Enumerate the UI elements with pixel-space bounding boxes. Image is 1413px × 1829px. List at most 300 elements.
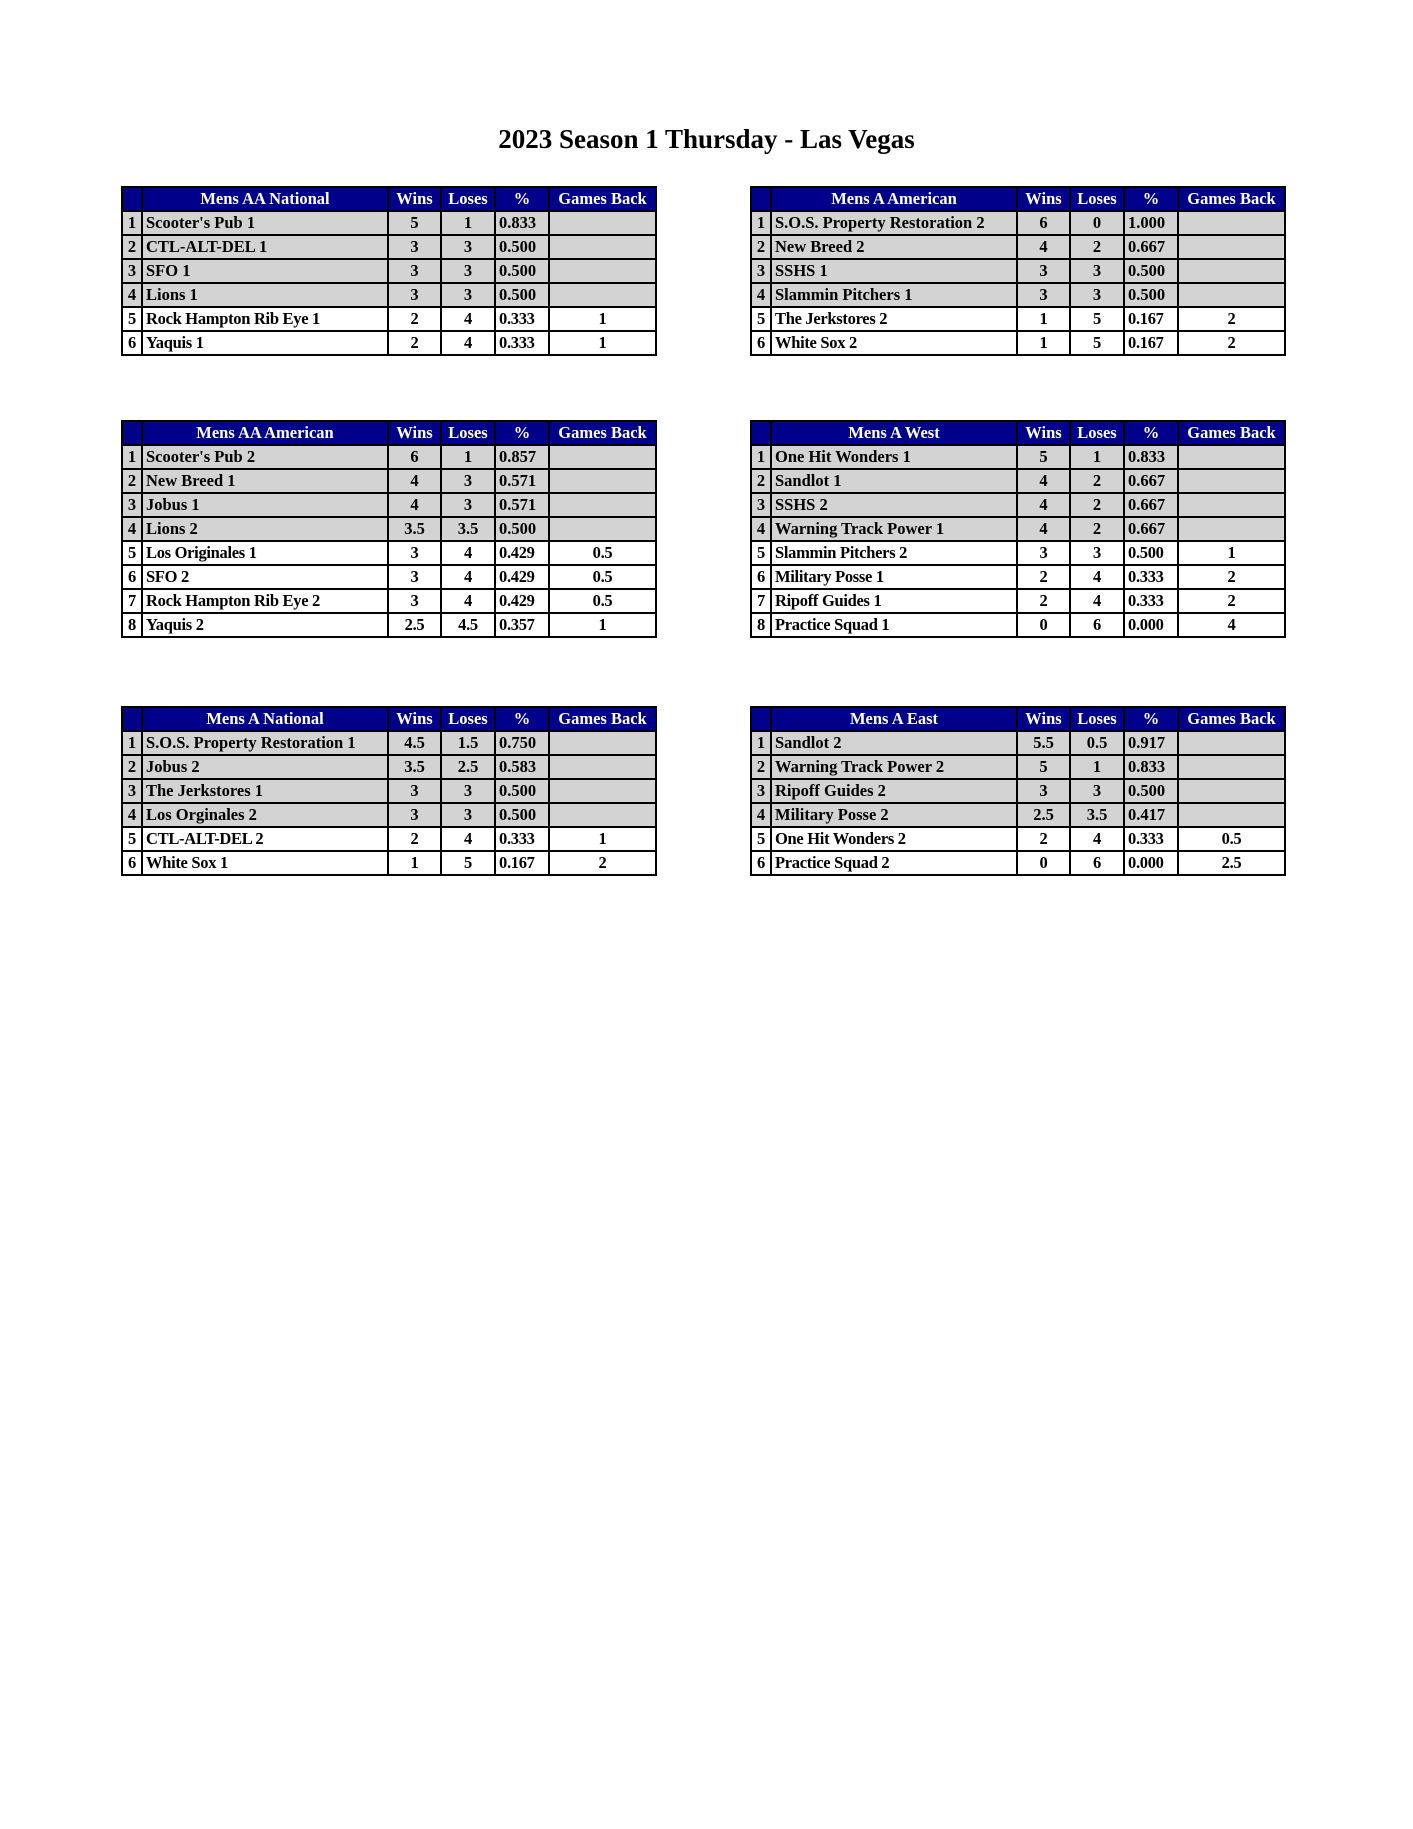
wins-cell: 3: [388, 259, 441, 283]
wins-header: Wins: [388, 187, 441, 211]
games-back-cell: [549, 283, 656, 307]
team-name-cell: Rock Hampton Rib Eye 2: [142, 589, 388, 613]
pct-cell: 0.667: [1124, 235, 1178, 259]
wins-header: Wins: [1017, 421, 1070, 445]
loses-cell: 3: [441, 235, 495, 259]
loses-cell: 3: [1070, 779, 1124, 803]
games-back-cell: [549, 259, 656, 283]
team-name-cell: Slammin Pitchers 1: [771, 283, 1017, 307]
loses-cell: 6: [1070, 613, 1124, 637]
loses-cell: 3: [1070, 259, 1124, 283]
games-back-cell: 1: [549, 613, 656, 637]
wins-cell: 3.5: [388, 755, 441, 779]
loses-cell: 2: [1070, 517, 1124, 541]
pct-cell: 0.167: [1124, 307, 1178, 331]
rank-cell: 6: [122, 331, 142, 355]
pct-cell: 0.667: [1124, 469, 1178, 493]
rank-cell: 7: [122, 589, 142, 613]
wins-header: Wins: [1017, 187, 1070, 211]
team-name-cell: S.O.S. Property Restoration 2: [771, 211, 1017, 235]
rank-cell: 5: [751, 541, 771, 565]
table-row: [122, 779, 656, 803]
loses-cell: 3.5: [1070, 803, 1124, 827]
table-row: [751, 731, 1285, 755]
table-row: [122, 755, 656, 779]
wins-cell: 6: [1017, 211, 1070, 235]
table-row: [122, 493, 656, 517]
loses-cell: 3.5: [441, 517, 495, 541]
table-row: [751, 517, 1285, 541]
pct-cell: 0.429: [495, 565, 549, 589]
wins-cell: 1: [1017, 307, 1070, 331]
team-name-cell: Ripoff Guides 2: [771, 779, 1017, 803]
rank-cell: 5: [122, 827, 142, 851]
games-back-cell: 2: [549, 851, 656, 875]
page-title: 2023 Season 1 Thursday - Las Vegas: [498, 124, 915, 154]
pct-cell: 0.750: [495, 731, 549, 755]
wins-cell: 4: [1017, 493, 1070, 517]
wins-cell: 3: [388, 803, 441, 827]
games-back-cell: 4: [1178, 613, 1285, 637]
team-name-cell: Los Orginales 2: [142, 803, 388, 827]
table-row: [122, 331, 656, 355]
team-name-cell: Scooter's Pub 2: [142, 445, 388, 469]
games-back-cell: [549, 493, 656, 517]
team-name-cell: SFO 1: [142, 259, 388, 283]
table-row: [751, 803, 1285, 827]
rank-cell: 8: [122, 613, 142, 637]
wins-cell: 5.5: [1017, 731, 1070, 755]
pct-cell: 0.000: [1124, 851, 1178, 875]
pct-cell: 0.500: [1124, 541, 1178, 565]
rank-cell: 4: [122, 803, 142, 827]
team-name-cell: Yaquis 2: [142, 613, 388, 637]
loses-cell: 4.5: [441, 613, 495, 637]
games-back-cell: 2: [1178, 589, 1285, 613]
rank-header: [122, 421, 142, 445]
table-row: [122, 589, 656, 613]
rank-cell: 3: [122, 259, 142, 283]
rank-cell: 2: [122, 235, 142, 259]
rank-cell: 1: [751, 731, 771, 755]
table-row: [122, 541, 656, 565]
table-header-row: [751, 187, 1285, 211]
games-back-cell: [1178, 803, 1285, 827]
pct-cell: 0.333: [495, 331, 549, 355]
team-name-cell: CTL-ALT-DEL 2: [142, 827, 388, 851]
rank-cell: 6: [751, 331, 771, 355]
team-name-cell: Jobus 2: [142, 755, 388, 779]
games-back-cell: [1178, 283, 1285, 307]
wins-cell: 2: [1017, 565, 1070, 589]
games-back-cell: [549, 755, 656, 779]
table-row: [122, 613, 656, 637]
rank-cell: 3: [751, 259, 771, 283]
wins-cell: 3: [1017, 259, 1070, 283]
loses-cell: 4: [441, 589, 495, 613]
loses-header: Loses: [441, 187, 495, 211]
rank-cell: 5: [751, 307, 771, 331]
wins-cell: 5: [388, 211, 441, 235]
games-back-cell: [549, 445, 656, 469]
games-back-cell: [1178, 493, 1285, 517]
rank-cell: 3: [122, 779, 142, 803]
team-name-cell: Yaquis 1: [142, 331, 388, 355]
team-name-cell: Warning Track Power 2: [771, 755, 1017, 779]
loses-cell: 5: [441, 851, 495, 875]
rank-cell: 6: [751, 851, 771, 875]
team-name-cell: Ripoff Guides 1: [771, 589, 1017, 613]
pct-cell: 0.500: [1124, 283, 1178, 307]
pct-header: %: [1124, 707, 1178, 731]
table-row: [122, 445, 656, 469]
loses-cell: 3: [441, 803, 495, 827]
wins-cell: 2.5: [1017, 803, 1070, 827]
loses-cell: 3: [441, 493, 495, 517]
pct-cell: 0.833: [1124, 755, 1178, 779]
pct-cell: 0.429: [495, 589, 549, 613]
rank-cell: 4: [751, 803, 771, 827]
games-back-cell: [1178, 469, 1285, 493]
standings-table: [121, 706, 657, 876]
pct-cell: 0.167: [1124, 331, 1178, 355]
wins-header: Wins: [388, 421, 441, 445]
wins-cell: 3: [1017, 283, 1070, 307]
loses-header: Loses: [441, 707, 495, 731]
games-back-cell: 2: [1178, 565, 1285, 589]
rank-cell: 4: [751, 283, 771, 307]
team-name-cell: Sandlot 1: [771, 469, 1017, 493]
team-name-cell: Jobus 1: [142, 493, 388, 517]
loses-header: Loses: [1070, 421, 1124, 445]
table-row: [751, 235, 1285, 259]
table-row: [751, 307, 1285, 331]
team-name-cell: S.O.S. Property Restoration 1: [142, 731, 388, 755]
division-header: Mens AA American: [142, 421, 388, 445]
games-back-cell: [549, 803, 656, 827]
team-name-cell: SSHS 1: [771, 259, 1017, 283]
wins-cell: 2: [388, 307, 441, 331]
rank-cell: 7: [751, 589, 771, 613]
table-row: [122, 851, 656, 875]
pct-cell: 0.500: [495, 517, 549, 541]
wins-cell: 6: [388, 445, 441, 469]
rank-cell: 6: [122, 565, 142, 589]
games-back-cell: [1178, 731, 1285, 755]
rank-cell: 2: [751, 755, 771, 779]
loses-cell: 3: [441, 283, 495, 307]
games-back-cell: 0.5: [549, 589, 656, 613]
pct-cell: 0.333: [495, 827, 549, 851]
team-name-cell: Rock Hampton Rib Eye 1: [142, 307, 388, 331]
pct-cell: 0.429: [495, 541, 549, 565]
pct-header: %: [1124, 187, 1178, 211]
wins-cell: 3: [388, 565, 441, 589]
games-back-cell: [549, 731, 656, 755]
division-header: Mens A East: [771, 707, 1017, 731]
loses-cell: 1: [441, 445, 495, 469]
table-header-row: [122, 187, 656, 211]
rank-cell: 1: [122, 211, 142, 235]
table-row: [122, 211, 656, 235]
pct-cell: 0.500: [495, 779, 549, 803]
loses-cell: 3: [441, 469, 495, 493]
pct-cell: 0.571: [495, 493, 549, 517]
games-back-cell: [1178, 517, 1285, 541]
table-row: [122, 469, 656, 493]
games-back-cell: [549, 779, 656, 803]
wins-cell: 3: [388, 779, 441, 803]
pct-header: %: [1124, 421, 1178, 445]
games-back-cell: [1178, 259, 1285, 283]
standings-table: [750, 420, 1286, 638]
wins-cell: 2.5: [388, 613, 441, 637]
pct-cell: 0.500: [495, 283, 549, 307]
table-row: [751, 851, 1285, 875]
loses-cell: 3: [441, 779, 495, 803]
loses-cell: 2: [1070, 493, 1124, 517]
pct-cell: 0.500: [495, 235, 549, 259]
team-name-cell: The Jerkstores 2: [771, 307, 1017, 331]
rank-header: [751, 421, 771, 445]
pct-cell: 0.857: [495, 445, 549, 469]
rank-cell: 1: [751, 211, 771, 235]
games-back-cell: 2: [1178, 331, 1285, 355]
table-row: [751, 589, 1285, 613]
pct-cell: 0.333: [1124, 565, 1178, 589]
wins-cell: 5: [1017, 755, 1070, 779]
games-back-cell: [1178, 445, 1285, 469]
team-name-cell: Slammin Pitchers 2: [771, 541, 1017, 565]
wins-cell: 2: [1017, 827, 1070, 851]
team-name-cell: Lions 2: [142, 517, 388, 541]
pct-cell: 0.333: [495, 307, 549, 331]
team-name-cell: Sandlot 2: [771, 731, 1017, 755]
table-header-row: [122, 421, 656, 445]
pct-cell: 0.833: [1124, 445, 1178, 469]
wins-cell: 3.5: [388, 517, 441, 541]
team-name-cell: White Sox 2: [771, 331, 1017, 355]
games-back-cell: [549, 469, 656, 493]
rank-header: [122, 707, 142, 731]
pct-cell: 0.500: [495, 259, 549, 283]
pct-header: %: [495, 187, 549, 211]
rank-cell: 2: [122, 755, 142, 779]
rank-cell: 5: [122, 541, 142, 565]
wins-cell: 3: [388, 589, 441, 613]
loses-cell: 2: [1070, 235, 1124, 259]
loses-header: Loses: [441, 421, 495, 445]
wins-cell: 4: [388, 469, 441, 493]
table-row: [122, 803, 656, 827]
wins-cell: 4: [1017, 235, 1070, 259]
pct-cell: 0.583: [495, 755, 549, 779]
loses-cell: 0.5: [1070, 731, 1124, 755]
pct-cell: 0.500: [1124, 259, 1178, 283]
rank-cell: 3: [751, 779, 771, 803]
team-name-cell: The Jerkstores 1: [142, 779, 388, 803]
loses-cell: 1: [1070, 445, 1124, 469]
pct-cell: 0.833: [495, 211, 549, 235]
team-name-cell: SSHS 2: [771, 493, 1017, 517]
rank-cell: 8: [751, 613, 771, 637]
rank-cell: 1: [122, 445, 142, 469]
loses-cell: 3: [1070, 541, 1124, 565]
pct-cell: 0.917: [1124, 731, 1178, 755]
loses-cell: 4: [441, 331, 495, 355]
pct-cell: 0.667: [1124, 517, 1178, 541]
loses-cell: 4: [441, 827, 495, 851]
pct-header: %: [495, 707, 549, 731]
wins-cell: 4.5: [388, 731, 441, 755]
rank-cell: 1: [751, 445, 771, 469]
standings-table: [121, 420, 657, 638]
rank-cell: 3: [122, 493, 142, 517]
rank-cell: 5: [751, 827, 771, 851]
team-name-cell: Practice Squad 2: [771, 851, 1017, 875]
pct-cell: 0.357: [495, 613, 549, 637]
games-back-header: Games Back: [549, 707, 656, 731]
pct-cell: 0.571: [495, 469, 549, 493]
wins-cell: 3: [1017, 779, 1070, 803]
loses-cell: 4: [1070, 827, 1124, 851]
team-name-cell: New Breed 1: [142, 469, 388, 493]
pct-header: %: [495, 421, 549, 445]
team-name-cell: Scooter's Pub 1: [142, 211, 388, 235]
table-row: [751, 445, 1285, 469]
loses-cell: 4: [1070, 565, 1124, 589]
table-row: [122, 307, 656, 331]
pct-cell: 0.500: [1124, 779, 1178, 803]
team-name-cell: Los Originales 1: [142, 541, 388, 565]
table-row: [122, 235, 656, 259]
pct-cell: 0.500: [495, 803, 549, 827]
rank-cell: 4: [122, 517, 142, 541]
wins-cell: 2: [388, 827, 441, 851]
rank-cell: 6: [122, 851, 142, 875]
games-back-cell: [549, 517, 656, 541]
wins-cell: 2: [1017, 589, 1070, 613]
team-name-cell: New Breed 2: [771, 235, 1017, 259]
loses-cell: 3: [1070, 283, 1124, 307]
pct-cell: 0.333: [1124, 589, 1178, 613]
games-back-cell: [549, 211, 656, 235]
table-row: [122, 517, 656, 541]
team-name-cell: One Hit Wonders 2: [771, 827, 1017, 851]
loses-cell: 0: [1070, 211, 1124, 235]
games-back-cell: 1: [1178, 541, 1285, 565]
games-back-header: Games Back: [549, 421, 656, 445]
pct-cell: 1.000: [1124, 211, 1178, 235]
loses-cell: 2.5: [441, 755, 495, 779]
team-name-cell: Military Posse 1: [771, 565, 1017, 589]
games-back-cell: [1178, 235, 1285, 259]
loses-cell: 4: [441, 541, 495, 565]
loses-cell: 2: [1070, 469, 1124, 493]
table-row: [122, 565, 656, 589]
table-row: [122, 731, 656, 755]
table-row: [751, 493, 1285, 517]
pct-cell: 0.667: [1124, 493, 1178, 517]
games-back-cell: [1178, 755, 1285, 779]
rank-cell: 4: [751, 517, 771, 541]
games-back-cell: 1: [549, 307, 656, 331]
division-header: Mens AA National: [142, 187, 388, 211]
wins-header: Wins: [388, 707, 441, 731]
pct-cell: 0.417: [1124, 803, 1178, 827]
table-row: [751, 827, 1285, 851]
team-name-cell: Practice Squad 1: [771, 613, 1017, 637]
team-name-cell: White Sox 1: [142, 851, 388, 875]
games-back-cell: 2.5: [1178, 851, 1285, 875]
table-row: [751, 259, 1285, 283]
rank-cell: 3: [751, 493, 771, 517]
wins-cell: 4: [1017, 517, 1070, 541]
wins-cell: 0: [1017, 613, 1070, 637]
wins-cell: 3: [388, 283, 441, 307]
team-name-cell: Warning Track Power 1: [771, 517, 1017, 541]
wins-cell: 2: [388, 331, 441, 355]
games-back-header: Games Back: [1178, 421, 1285, 445]
wins-cell: 4: [1017, 469, 1070, 493]
games-back-cell: 2: [1178, 307, 1285, 331]
rank-cell: 6: [751, 565, 771, 589]
games-back-header: Games Back: [549, 187, 656, 211]
rank-cell: 2: [122, 469, 142, 493]
rank-header: [751, 707, 771, 731]
games-back-cell: 0.5: [549, 541, 656, 565]
table-row: [751, 613, 1285, 637]
wins-cell: 5: [1017, 445, 1070, 469]
standings-table: [750, 706, 1286, 876]
table-row: [751, 469, 1285, 493]
loses-cell: 6: [1070, 851, 1124, 875]
table-row: [751, 755, 1285, 779]
rank-cell: 1: [122, 731, 142, 755]
pct-cell: 0.000: [1124, 613, 1178, 637]
team-name-cell: CTL-ALT-DEL 1: [142, 235, 388, 259]
loses-cell: 5: [1070, 331, 1124, 355]
rank-cell: 4: [122, 283, 142, 307]
games-back-cell: 1: [549, 827, 656, 851]
table-row: [122, 259, 656, 283]
table-row: [751, 211, 1285, 235]
loses-cell: 4: [441, 565, 495, 589]
rank-cell: 2: [751, 469, 771, 493]
rank-cell: 2: [751, 235, 771, 259]
loses-cell: 1.5: [441, 731, 495, 755]
loses-cell: 1: [441, 211, 495, 235]
standings-table: [750, 186, 1286, 356]
games-back-cell: 1: [549, 331, 656, 355]
division-header: Mens A West: [771, 421, 1017, 445]
team-name-cell: Military Posse 2: [771, 803, 1017, 827]
rank-header: [122, 187, 142, 211]
loses-cell: 3: [441, 259, 495, 283]
table-row: [751, 565, 1285, 589]
games-back-header: Games Back: [1178, 707, 1285, 731]
team-name-cell: SFO 2: [142, 565, 388, 589]
games-back-cell: 0.5: [549, 565, 656, 589]
table-header-row: [122, 707, 656, 731]
games-back-cell: [549, 235, 656, 259]
table-row: [751, 331, 1285, 355]
table-header-row: [751, 707, 1285, 731]
wins-cell: 3: [1017, 541, 1070, 565]
table-row: [122, 283, 656, 307]
table-row: [751, 541, 1285, 565]
team-name-cell: One Hit Wonders 1: [771, 445, 1017, 469]
